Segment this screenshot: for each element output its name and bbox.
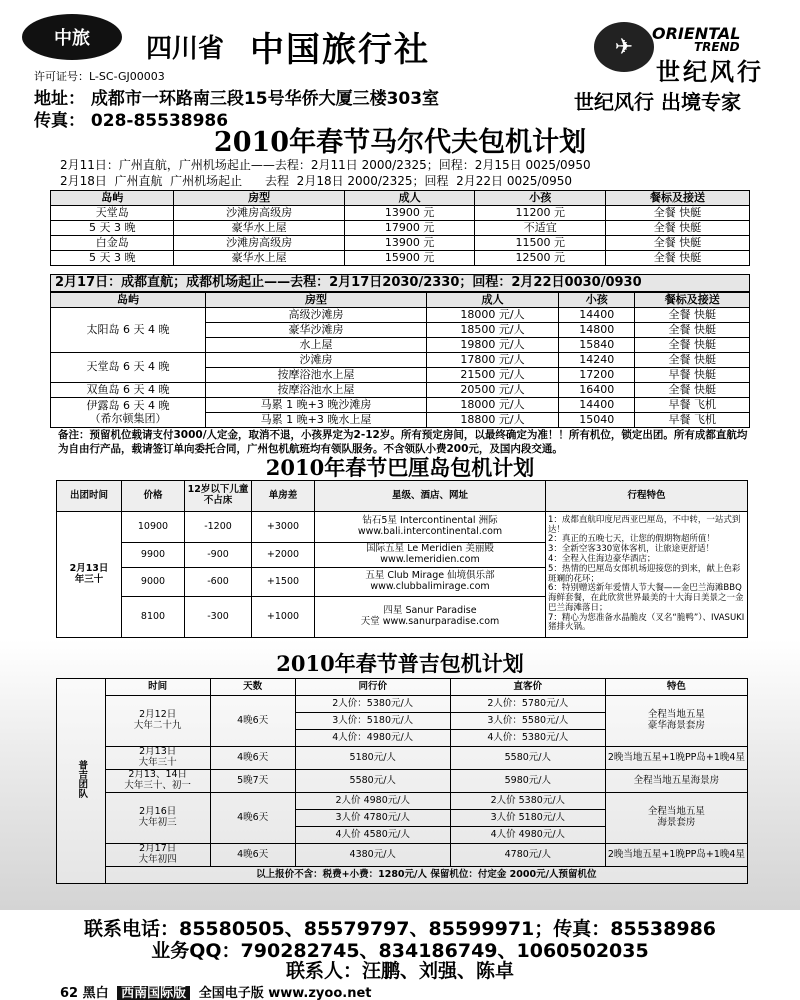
phuket-table xyxy=(56,678,748,884)
single-cell: +1000 xyxy=(252,597,315,638)
meal-cell: 全餐 快艇 xyxy=(635,308,750,323)
table-row xyxy=(57,512,748,543)
edition-label: 西南国际版 xyxy=(117,986,190,1000)
days-cell: 4晚6天 xyxy=(210,747,295,770)
room-cell: 按摩浴池水上屋 xyxy=(206,383,427,398)
feature-cell: 全程当地五星 豪华海景套房 xyxy=(605,696,747,747)
island-cell: 天堂岛 6 天 4 晚 xyxy=(51,353,206,383)
room-cell: 豪华沙滩房 xyxy=(206,323,427,338)
col-header: 房型 xyxy=(206,293,427,308)
col-header: 特色 xyxy=(605,679,747,696)
peer-price-cell: 5580元/人 xyxy=(295,770,450,793)
room-cell: 豪华水上屋 xyxy=(174,251,344,266)
site-label: 全国电子版 www.zyoo.net xyxy=(198,986,372,1000)
maldives-chengdu-table xyxy=(50,292,750,428)
table-row xyxy=(57,867,748,884)
maldives-title: 2010年春节马尔代夫包机计划 xyxy=(213,127,587,158)
date-cell: 2月13、14日 大年三十、初一 xyxy=(105,770,210,793)
date-cell: 2月16日 大年初三 xyxy=(105,793,210,844)
room-cell: 水上屋 xyxy=(206,338,427,353)
bali-table xyxy=(56,480,748,638)
price-cell: 9900 xyxy=(122,543,185,568)
contact-qq: 业务QQ：790282745、834186749、1060502035 xyxy=(151,940,649,962)
col-header: 12岁以下儿童不占床 xyxy=(185,481,252,512)
maldives-note: 备注：预留机位载请支付3000/人定金，取消不退，小孩界定为2-12岁。所有预定房间，以最终确定为准！！所有机位，锁定出团。所有成都直航均为自由行产品，载请签订单向委托合同，广州包机航班均有领队服务。不含领队小费200元，及国内段交通。 xyxy=(58,429,748,455)
date-cell: 2月12日 大年二十九 xyxy=(105,696,210,747)
peer-price-cell: 3人价：5180元/人 xyxy=(295,713,450,730)
child-cell: 14800 xyxy=(559,323,635,338)
child-cell: 11500 元 xyxy=(475,236,606,251)
flight-line-2: 2月18日 广州直航 广州机场起止 去程 2月18日 2000/2325；回程 2月22日 0025/0950 xyxy=(60,174,572,188)
room-cell: 按摩浴池水上屋 xyxy=(206,368,427,383)
adult-cell: 18000 元/人 xyxy=(426,398,558,413)
adult-cell: 18800 元/人 xyxy=(426,413,558,428)
child-cell: 17200 xyxy=(559,368,635,383)
table-row xyxy=(51,398,750,413)
col-header: 小孩 xyxy=(475,191,606,206)
child-cell: -1200 xyxy=(185,512,252,543)
feature-cell: 2晚当地五星+1晚PP岛+1晚4星 xyxy=(605,844,747,867)
phuket-note: 以上报价不含：税费+小费：1280元/人 保留机位：付定金 2000元/人预留机位 xyxy=(105,867,747,884)
island-cell: 太阳岛 6 天 4 晚 xyxy=(51,308,206,353)
date-cell: 2月17日 大年初四 xyxy=(105,844,210,867)
col-header: 单房差 xyxy=(252,481,315,512)
flight-line-1: 2月11日：广州直航，广州机场起止——去程：2月11日 2000/2325；回程：2月15日 0025/0950 xyxy=(60,158,591,172)
price-cell: 8100 xyxy=(122,597,185,638)
room-cell: 沙滩房 xyxy=(206,353,427,368)
logo-text: 中旅 xyxy=(54,28,90,49)
child-cell: 14240 xyxy=(559,353,635,368)
contact-phones: 联系电话：85580505、85579797、85599971；传真：85538986 xyxy=(83,918,717,940)
peer-price-cell: 3人价 4780元/人 xyxy=(295,810,450,827)
col-header: 天数 xyxy=(210,679,295,696)
days-cell: 4晚6天 xyxy=(210,696,295,747)
peer-price-cell: 4人价 4580元/人 xyxy=(295,827,450,844)
table-row xyxy=(57,770,748,793)
col-header: 小孩 xyxy=(559,293,635,308)
child-cell: 15840 xyxy=(559,338,635,353)
col-header: 行程特色 xyxy=(546,481,748,512)
brand-en-1: ORIENTAL xyxy=(652,24,741,43)
col-header: 餐标及接送 xyxy=(606,191,750,206)
oriental-trend-logo-icon: ✈ xyxy=(594,22,654,72)
license-number: 许可证号：L-SC-GJ00003 xyxy=(34,70,165,83)
direct-price-cell: 5980元/人 xyxy=(450,770,605,793)
col-header: 房型 xyxy=(174,191,344,206)
child-cell: 不适宜 xyxy=(475,221,606,236)
peer-price-cell: 2人价：5380元/人 xyxy=(295,696,450,713)
room-cell: 沙滩房高级房 xyxy=(174,206,344,221)
adult-cell: 15900 元 xyxy=(344,251,475,266)
maldives-guangzhou-table xyxy=(50,190,750,266)
island-cell: 白金岛 xyxy=(51,236,174,251)
province-label: 四川省 xyxy=(146,34,225,64)
peer-price-cell: 2人价 4980元/人 xyxy=(295,793,450,810)
feature-cell: 全程当地五星 海景套房 xyxy=(605,793,747,844)
footer xyxy=(60,982,372,1000)
meal-cell: 全餐 快艇 xyxy=(606,221,750,236)
single-cell: +1500 xyxy=(252,568,315,597)
meal-cell: 全餐 快艇 xyxy=(635,323,750,338)
room-cell: 马累 1 晚+3 晚沙滩房 xyxy=(206,398,427,413)
table-row xyxy=(51,308,750,323)
brand-cn: 世纪风行 xyxy=(656,58,764,86)
peer-price-cell: 4人价：4980元/人 xyxy=(295,730,450,747)
days-cell: 4晚6天 xyxy=(210,844,295,867)
direct-price-cell: 4人价 4980元/人 xyxy=(450,827,605,844)
child-cell: 14400 xyxy=(559,398,635,413)
adult-cell: 17900 元 xyxy=(344,221,475,236)
col-header: 出团时间 xyxy=(57,481,122,512)
adult-cell: 21500 元/人 xyxy=(426,368,558,383)
child-cell: -600 xyxy=(185,568,252,597)
adult-cell: 19800 元/人 xyxy=(426,338,558,353)
direct-price-cell: 4780元/人 xyxy=(450,844,605,867)
hotel-cell: 国际五星 Le Meridien 美丽殿 www.lemeridien.com xyxy=(315,543,546,568)
room-cell: 沙滩房高级房 xyxy=(174,236,344,251)
room-cell: 豪华水上屋 xyxy=(174,221,344,236)
room-cell: 高级沙滩房 xyxy=(206,308,427,323)
col-header: 价格 xyxy=(122,481,185,512)
chengdu-flight-band: 2月17日：成都直航；成都机场起止——去程：2月17日2030/2330；回程：2月22日0030/0930 xyxy=(50,274,750,292)
meal-cell: 全餐 快艇 xyxy=(606,236,750,251)
col-header: 岛屿 xyxy=(51,191,174,206)
direct-price-cell: 5580元/人 xyxy=(450,747,605,770)
meal-cell: 早餐 飞机 xyxy=(635,398,750,413)
direct-price-cell: 3人价 5180元/人 xyxy=(450,810,605,827)
bali-title: 2010年春节巴厘岛包机计划 xyxy=(265,455,535,480)
table-row xyxy=(51,206,750,221)
col-header: 餐标及接送 xyxy=(635,293,750,308)
adult-cell: 20500 元/人 xyxy=(426,383,558,398)
child-cell: 11200 元 xyxy=(475,206,606,221)
adult-cell: 18000 元/人 xyxy=(426,308,558,323)
col-header: 直客价 xyxy=(450,679,605,696)
table-row xyxy=(51,236,750,251)
meal-cell: 全餐 快艇 xyxy=(635,383,750,398)
fax: 传真： 028-85538986 xyxy=(34,111,229,131)
days-cell: 5晚7天 xyxy=(210,770,295,793)
island-cell: 5 天 3 晚 xyxy=(51,251,174,266)
island-cell: 双鱼岛 6 天 4 晚 xyxy=(51,383,206,398)
col-header: 星级、酒店、网址 xyxy=(315,481,546,512)
col-header: 同行价 xyxy=(295,679,450,696)
direct-price-cell: 2人价 5380元/人 xyxy=(450,793,605,810)
meal-cell: 全餐 快艇 xyxy=(635,338,750,353)
table-row xyxy=(51,383,750,398)
child-cell: -900 xyxy=(185,543,252,568)
header xyxy=(0,0,800,130)
meal-cell: 全餐 快艇 xyxy=(606,251,750,266)
child-cell: 14400 xyxy=(559,308,635,323)
table-row xyxy=(57,793,748,810)
agency-name: 中国旅行社 xyxy=(250,30,430,70)
table-row xyxy=(51,353,750,368)
table-row xyxy=(57,696,748,713)
meal-cell: 早餐 快艇 xyxy=(635,368,750,383)
col-header: 成人 xyxy=(426,293,558,308)
child-cell: -300 xyxy=(185,597,252,638)
price-cell: 10900 xyxy=(122,512,185,543)
child-cell: 15040 xyxy=(559,413,635,428)
island-cell: 伊露岛 6 天 4 晚 （希尔顿集团） xyxy=(51,398,206,428)
peer-price-cell: 5180元/人 xyxy=(295,747,450,770)
table-row xyxy=(51,221,750,236)
room-cell: 马累 1 晚+3 晚水上屋 xyxy=(206,413,427,428)
date-cell: 2月13日 年三十 xyxy=(57,512,122,638)
hotel-cell: 五星 Club Mirage 仙境俱乐部 www.clubbalimirage.com xyxy=(315,568,546,597)
brand-en-2: TREND xyxy=(694,40,740,54)
adult-cell: 13900 元 xyxy=(344,206,475,221)
cits-logo xyxy=(22,14,122,60)
side-label: 普吉团队 xyxy=(76,760,88,799)
hotel-cell: 钻石5星 Intercontinental 洲际 www.bali.intercontinental.com xyxy=(315,512,546,543)
adult-cell: 18500 元/人 xyxy=(426,323,558,338)
adult-cell: 17800 元/人 xyxy=(426,353,558,368)
col-header: 时间 xyxy=(105,679,210,696)
adult-cell: 13900 元 xyxy=(344,236,475,251)
date-cell: 2月13日 大年三十 xyxy=(105,747,210,770)
address: 地址： 成都市一环路南三段15号华侨大厦三楼303室 xyxy=(34,89,440,109)
meal-cell: 全餐 快艇 xyxy=(606,206,750,221)
direct-price-cell: 3人价：5580元/人 xyxy=(450,713,605,730)
feature-cell: 全程当地五星海景房 xyxy=(605,770,747,793)
island-cell: 天堂岛 xyxy=(51,206,174,221)
table-row xyxy=(51,251,750,266)
feature-cell: 1：成都直航印度尼西亚巴厘岛，不中转，一站式到达！ 2：真正的五晚七天，让您的假期物超所值！ 3：全新空客330宽体客机，让旅途更舒适！ 4：全程入住海边豪华酒店； 5：热情的巴厘岛女郎机场迎接您的到来，献上色彩斑斓的花环； 6：特别赠送新年爱情人节大餐——金巴兰海滩BBQ海鲜套餐，在此欣赏世界最美的十大海日美景之一金巴兰海滩落日； 7：精心为您准备水晶脆皮（叉名“脆鸭”）、IVASUKI猪排火锅。 xyxy=(546,512,748,638)
island-cell: 5 天 3 晚 xyxy=(51,221,174,236)
child-cell: 12500 元 xyxy=(475,251,606,266)
col-header: 岛屿 xyxy=(51,293,206,308)
meal-cell: 早餐 飞机 xyxy=(635,413,750,428)
single-cell: +2000 xyxy=(252,543,315,568)
phuket-title: 2010年春节普吉包机计划 xyxy=(276,651,524,676)
table-row xyxy=(57,844,748,867)
page-number: 62 黑白 xyxy=(60,986,109,1000)
child-cell: 16400 xyxy=(559,383,635,398)
feature-cell: 2晚当地五星+1晚PP岛+1晚4星 xyxy=(605,747,747,770)
slogan: 世纪风行 出境专家 xyxy=(574,90,741,114)
direct-price-cell: 2人价：5780元/人 xyxy=(450,696,605,713)
hotel-cell: 四星 Sanur Paradise 天堂 www.sanurparadise.com xyxy=(315,597,546,638)
side-label-cell xyxy=(57,679,106,884)
table-row xyxy=(57,747,748,770)
peer-price-cell: 4380元/人 xyxy=(295,844,450,867)
col-header: 成人 xyxy=(344,191,475,206)
single-cell: +3000 xyxy=(252,512,315,543)
contact-people: 联系人：汪鹏、刘强、陈卓 xyxy=(285,960,514,982)
price-cell: 9000 xyxy=(122,568,185,597)
meal-cell: 全餐 快艇 xyxy=(635,353,750,368)
days-cell: 4晚6天 xyxy=(210,793,295,844)
direct-price-cell: 4人价：5380元/人 xyxy=(450,730,605,747)
